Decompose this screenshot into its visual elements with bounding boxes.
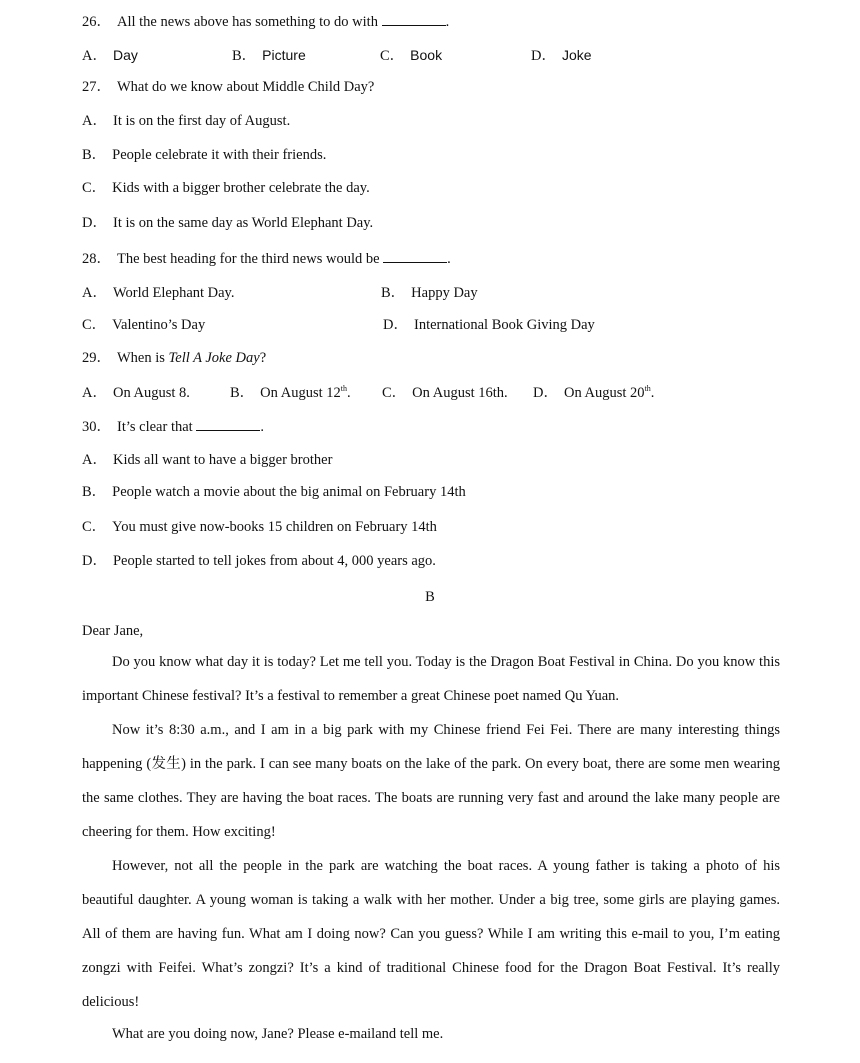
- paragraph-3: However, not all the people in the park are watching the boat races. A young father is taking a photo of his beautiful daughter. A young woman is taking a walk with her mother. Under a big tree, some girls are playing games. All of them are having fun. What am I doing now? Can you guess? While I am writing this e-mail to you, I’m eating zongzi with Feifei. What’s zongzi? It’s a kind of traditional Chinese food for the Dragon Boat Festival. It’s really delicious!: [82, 858, 780, 1010]
- stem-text: The best heading for the third news would be: [117, 251, 380, 267]
- option-letter: B．: [232, 48, 257, 64]
- option-letter: B．: [230, 385, 255, 401]
- stem-text: When is: [117, 350, 165, 366]
- option-letter: D．: [533, 385, 558, 401]
- option-letter: D．: [383, 317, 408, 333]
- option-text: Joke: [561, 47, 592, 63]
- answer-blank: [382, 11, 446, 26]
- option-text: Kids with a bigger brother celebrate the day.: [112, 180, 370, 196]
- q26-option-a[interactable]: [82, 45, 138, 66]
- option-letter: B．: [82, 147, 107, 163]
- q30-option-a[interactable]: [82, 450, 332, 470]
- stem-end: .: [447, 251, 451, 267]
- option-text: On August 16th.: [412, 385, 508, 401]
- q29-option-b[interactable]: [230, 383, 351, 403]
- paragraph-4: What are you doing now, Jane? Please e-mailand tell me.: [112, 1026, 444, 1042]
- option-letter: C．: [82, 317, 107, 333]
- option-text: You must give now-books 15 children on February 14th: [112, 519, 437, 535]
- option-text: On August 8.: [112, 385, 190, 401]
- option-text: People celebrate it with their friends.: [112, 147, 327, 163]
- option-text: On August 12: [260, 385, 341, 401]
- q26-option-b[interactable]: [232, 45, 306, 66]
- option-text: Picture: [262, 47, 306, 63]
- option-letter: C．: [380, 48, 405, 64]
- stem-italic-title: Tell A Joke Day: [168, 350, 260, 366]
- section-heading: B: [425, 589, 435, 605]
- q28-option-a[interactable]: [82, 283, 235, 303]
- q29-option-d[interactable]: [533, 383, 654, 403]
- q28-option-b[interactable]: [381, 283, 478, 303]
- q26-option-d[interactable]: [531, 45, 592, 66]
- option-text: People started to tell jokes from about 4, 000 years ago.: [112, 553, 436, 569]
- stem-end: ?: [259, 350, 267, 366]
- option-text: Happy Day: [411, 285, 478, 301]
- option-text: On August 20: [563, 385, 645, 401]
- question-number: 26．: [82, 14, 111, 30]
- option-letter: A．: [82, 285, 107, 301]
- option-text: It is on the first day of August.: [112, 113, 291, 129]
- option-text: World Elephant Day.: [112, 285, 235, 301]
- q26-option-c[interactable]: [380, 45, 442, 66]
- option-text: International Book Giving Day: [413, 317, 595, 333]
- superscript: th: [644, 384, 651, 394]
- question-30-stem: [82, 416, 264, 437]
- option-letter: C．: [382, 385, 407, 401]
- superscript: th: [340, 384, 347, 394]
- option-letter: A．: [82, 113, 107, 129]
- q28-option-d[interactable]: [383, 315, 595, 335]
- stem-text: All the news above has something to do with: [117, 14, 378, 30]
- question-number: 29．: [82, 350, 111, 366]
- q28-option-c[interactable]: [82, 315, 205, 335]
- option-letter: D．: [82, 553, 107, 569]
- option-letter: C．: [82, 180, 107, 196]
- answer-blank: [196, 416, 260, 431]
- option-letter: A．: [82, 452, 107, 468]
- option-letter: D．: [82, 215, 107, 231]
- stem-end: .: [260, 419, 264, 435]
- stem-text: It’s clear that: [117, 419, 193, 435]
- option-text: Kids all want to have a bigger brother: [112, 452, 333, 468]
- q29-option-a[interactable]: [82, 383, 190, 403]
- letter-salutation: Dear Jane,: [82, 623, 144, 639]
- question-number: 27．: [82, 79, 111, 95]
- question-number: 30．: [82, 419, 111, 435]
- q27-option-c[interactable]: [82, 178, 370, 198]
- option-text: People watch a movie about the big animal on February 14th: [112, 484, 466, 500]
- option-letter: A．: [82, 385, 107, 401]
- paragraph-2: Now it’s 8:30 a.m., and I am in a big park with my Chinese friend Fei Fei. There are many interesting things happening (发生) in the park. I can see many boats on the lake of the park. On every boat, there are some men wearing the same clothes. They are having the boat races. The boats are running very fast and around the lake many people are cheering for them. How exciting!: [82, 722, 780, 840]
- option-text: Book: [410, 47, 443, 63]
- question-number: 28．: [82, 251, 111, 267]
- answer-blank: [383, 248, 447, 263]
- option-letter: B．: [82, 484, 107, 500]
- q27-option-b[interactable]: [82, 145, 326, 165]
- q30-option-d[interactable]: [82, 551, 436, 571]
- q30-option-c[interactable]: [82, 517, 437, 537]
- question-28-stem: [82, 248, 451, 269]
- q27-option-d[interactable]: [82, 213, 373, 233]
- option-text: Valentino’s Day: [112, 317, 206, 333]
- question-29-stem: [82, 348, 266, 368]
- option-text: Day: [112, 47, 138, 63]
- stem-text: What do we know about Middle Child Day?: [117, 79, 375, 95]
- option-letter: D．: [531, 48, 556, 64]
- option-letter: B．: [381, 285, 406, 301]
- option-letter: A．: [82, 48, 107, 64]
- q30-option-b[interactable]: [82, 482, 466, 502]
- option-letter: C．: [82, 519, 107, 535]
- option-end: .: [650, 385, 655, 401]
- option-end: .: [346, 385, 351, 401]
- q27-option-a[interactable]: [82, 111, 290, 131]
- option-text: It is on the same day as World Elephant Day.: [112, 215, 374, 231]
- question-26-stem: [82, 11, 449, 32]
- stem-end: .: [445, 14, 450, 30]
- question-27-stem: [82, 77, 374, 97]
- paragraph-1: Do you know what day it is today? Let me tell you. Today is the Dragon Boat Festival in China. Do you know this important Chinese festival? It’s a festival to remember a great Chinese poet named Qu Yuan.: [82, 654, 780, 704]
- q29-option-c[interactable]: [382, 383, 508, 403]
